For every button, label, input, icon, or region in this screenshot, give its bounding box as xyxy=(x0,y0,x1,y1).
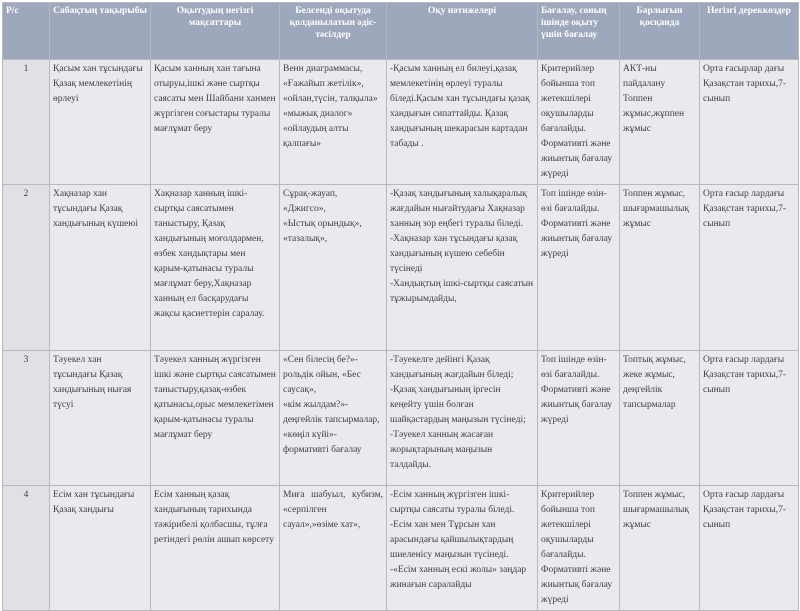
row-number: 2 xyxy=(3,185,50,351)
table-row xyxy=(3,351,799,486)
col-header-assessment: Бағалау, соның ішінде оқыту үшін бағалау xyxy=(538,3,620,60)
lesson-inclusion: Топпен жұмыс, шығармашылық жұмыс xyxy=(620,185,700,351)
row-number: 1 xyxy=(3,60,50,185)
col-header-sources: Негізгі дереккөздер xyxy=(700,3,799,60)
table-row xyxy=(3,60,799,185)
lesson-assessment: Критерийлер бойынша топ жетекшілері оқушыларды бағалайды. Формативті және жиынтық бағалау жүреді xyxy=(538,60,620,185)
lesson-topic: Хақназар хан тұсындағы Қазақ хандығының күшеюі xyxy=(50,185,151,351)
table-row xyxy=(3,185,799,351)
lesson-assessment: Топ ішінде өзін-өзі бағалайды. Формативті және жиынтық бағалау жүреді xyxy=(538,351,620,486)
header-row xyxy=(3,3,799,60)
lesson-outcomes: -Қазақ хандығының халықаралық жағдайын нығайтудағы Хақназар ханның зор еңбегі туралы біледі. -Хақназар хан тұсындағы қазақ хандығының күшею себебін түсінеді -Хандықтың ішкі-сыртқы саясатын тұжырымдайды, xyxy=(387,185,538,351)
lesson-outcomes: -Есім ханның жүргізген ішкі-сыртқы саясаты туралы біледі. -Есім хан мен Тұрсын хан арасындағы қайшылықтардың шиеленісу маңызын түсінеді. -«Есім ханның ескі жолы» заңдар жинағын саралайды xyxy=(387,486,538,611)
row-number: 3 xyxy=(3,351,50,486)
col-header-methods: Белсенді оқытуда қолданылатын әдіс-тәсілдер xyxy=(280,3,387,60)
row-number: 4 xyxy=(3,486,50,611)
lesson-topic: Есім хан тұсындағы Қазақ хандығы xyxy=(50,486,151,611)
lesson-topic: Қасым хан тұсындағы Қазақ мемлекетінің өрлеуі xyxy=(50,60,151,185)
lesson-goals: Тәуекел ханның жүргізген ішкі және сыртқы саясатымен таныстыру,қазақ-өзбек қатынасы,орыс мемлекетімен қарым-қатынасы туралы мағлұмат беру xyxy=(151,351,280,486)
lesson-assessment: Критерийлер бойынша топ жетекшілері оқушыларды бағалайды. Формативті және жиынтық бағалау жүреді xyxy=(538,486,620,611)
lesson-assessment: Топ ішінде өзін-өзі бағалайды. Формативті және жиынтық бағалау жүреді xyxy=(538,185,620,351)
lesson-methods: «Сен білесің бе?»-рольдік ойын, «Бес саусақ», «кім жылдам?»-деңгейлік тапсырмалар, «көңіл күйі»- формативті бағалау xyxy=(280,351,387,486)
lesson-outcomes: -Тәуекелге дейінгі Қазақ хандығының жағдайын біледі; -Қазақ хандығының іргесін кеңейту үшін болған шайқастардың маңызын түсінеді; -Тәуекел ханның жасаған жорықтарының маңызын талдайды. xyxy=(387,351,538,486)
lesson-inclusion: Топтық жұмыс, жеке жұмыс, деңгейлік тапсырмалар xyxy=(620,351,700,486)
lesson-topic: Тәуекел хан тұсындағы Қазақ хандығының нығая түсуі xyxy=(50,351,151,486)
lesson-sources: Орта ғасыр лардағы Қазақстан тарихы,7-сынып xyxy=(700,486,799,611)
col-header-number: Р/с xyxy=(3,3,50,60)
lesson-methods: Сұрақ-жауап, «Джигсо», «Ыстық орындық», «тазалық», xyxy=(280,185,387,351)
lesson-goals: Есім ханның қазақ хандығының тарихында тәжірибелі қолбасшы, тұлға ретіндегі рөлін ашып көрсету xyxy=(151,486,280,611)
col-header-topic: Сабақтың тақырыбы xyxy=(50,3,151,60)
col-header-outcomes: Оқу нәтижелері xyxy=(387,3,538,60)
lesson-methods: Миға шабуыл, кубизм, «серпілген сауал»,»өзіме хат», xyxy=(280,486,387,611)
lesson-goals: Қасым ханның хан тағына отыруы,ішкі және сыртқы саясаты мен Шайбани ханмен жүргізген соғыстары туралы мағлұмат беру xyxy=(151,60,280,185)
lesson-methods: Венн диаграммасы, «Ғажайып жетілік», «ойлан,түсін, талқыла» «мыжық диалог» «ойлаудың алты қалпағы» xyxy=(280,60,387,185)
lesson-plan-table xyxy=(2,2,799,611)
lesson-sources: Орта ғасыр лардағы Қазақстан тарихы,7-сынып xyxy=(700,351,799,486)
lesson-goals: Хақназар ханның ішкі-сыртқы саясатымен таныстыру, Қазақ хандығының моғолдармен, өзбек хандықтары мен қарым-қатынасы туралы мағлұмат беру,Хақназар ханның ел басқарудағы жақсы қасиеттерін саралау. xyxy=(151,185,280,351)
lesson-sources: Орта ғасырлар дағы Қазақстан тарихы,7-сынып xyxy=(700,60,799,185)
lesson-sources: Орта ғасыр лардағы Қазақстан тарихы,7-сынып xyxy=(700,185,799,351)
table-row xyxy=(3,486,799,611)
lesson-inclusion: Топпен жұмыс, шығармашылық жұмыс xyxy=(620,486,700,611)
lesson-outcomes: -Қасым ханның ел билеуі,қазақ мемлекетінің өрлеуі туралы біледі.Қасым хан тұсындағы қазақ хандығын сипаттайды. Қазақ хандығының шекарасын картадан табады . xyxy=(387,60,538,185)
col-header-goals: Оқытудың негізгі мақсаттары xyxy=(151,3,280,60)
col-header-inclusion: Барлығын қосқанда xyxy=(620,3,700,60)
lesson-inclusion: АКТ-ны пайдалану Топпен жұмыс,жұппен жұмыс xyxy=(620,60,700,185)
